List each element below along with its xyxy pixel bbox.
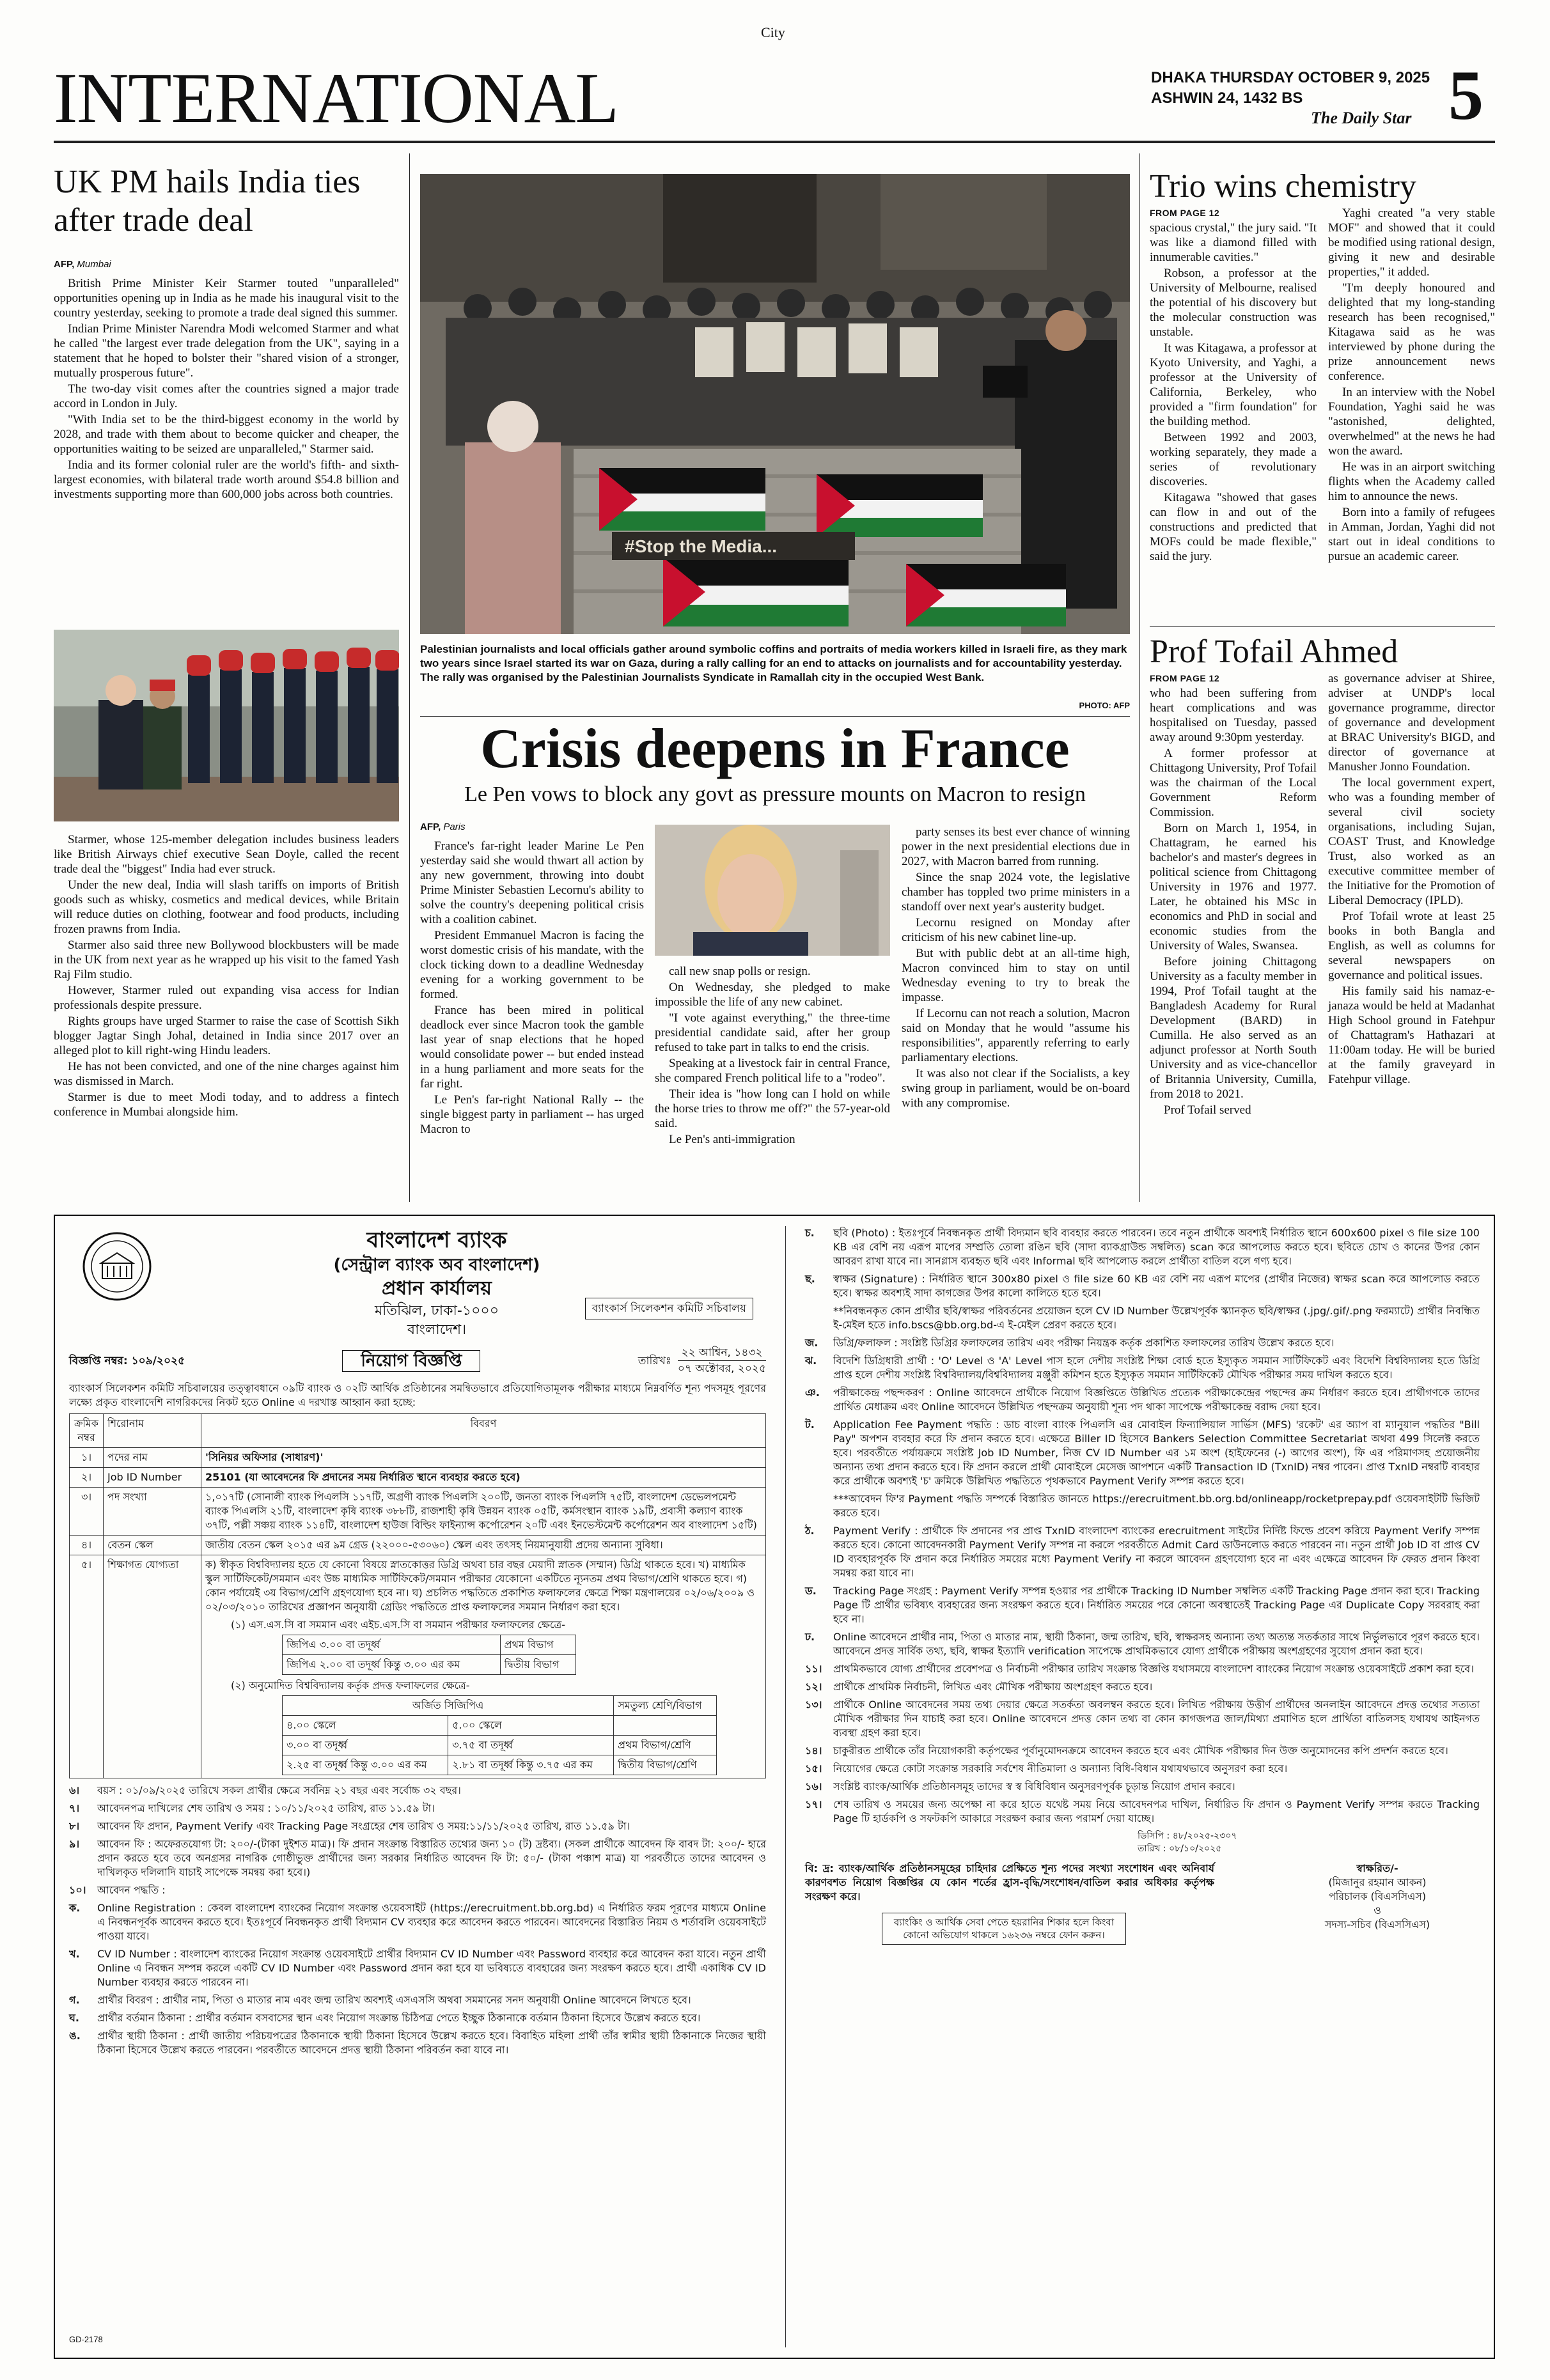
bank-country: বাংলাদেশ। bbox=[407, 1322, 467, 1338]
paragraph: His family said his namaz-e-janaza would be held at Madanhat High School ground in Fatehpur of Chattagram's Hathazari at 11:00am today. He will be buried at the family graveyard in Fatehpur village. bbox=[1328, 984, 1495, 1086]
france-byline: AFP, Paris bbox=[420, 821, 466, 832]
ad-code: ডিসিপি : ৪৮/২০২৫-২৩০৭ তারিখ : ০৮/১০/২০২৫ bbox=[1138, 1831, 1237, 1854]
flag-coffin bbox=[906, 564, 1066, 626]
paragraph: Speaking at a livestock fair in central France, she compared French political life to a "rodeo". bbox=[655, 1057, 890, 1085]
list-item: ঠ. Payment Verify : প্রার্থীকে ফি প্রদানের পর প্রাপ্ত TxnID বাংলাদেশ ব্যাংকের erecruitment সাইটের নির্দিষ্ট ফিল্ডে প্রবেশ করিয়ে Payment Verify সম্পন্ন করতে হবে। কোনো আবেদনকারী Payment Verify সম্পন্ন না করলে পরবর্তীতে Admit Card ডাউনলোড করতে পারবেন না। নতুন প্রার্থী Job ID বা প্রাপ্ত CV ID ব্যবহারপূর্বক ফি প্রদান করে নির্ধারিত সময়ের মধ্যে Payment Verify না করলে আবেদন গ্রহণযোগ্য হবে না এবং এক্ষেত্রে আবেদন ফি ফেরত প্রদান কিংবা সমন্বয় করা যাবে না। bbox=[805, 1525, 1480, 1579]
notice-date: তারিখঃ ২২ আশ্বিন, ১৪৩২ ০৭ অক্টোবর, ২০২৫ bbox=[638, 1346, 766, 1375]
from-page: FROM PAGE 12 bbox=[1150, 208, 1220, 218]
paragraph: "I'm deeply honoured and delighted that my long-standing research has been recognised," Kitagawa said as he was interviewed by phone during the prize announcement news conference. bbox=[1328, 281, 1495, 383]
list-item: ঝ. বিদেশি ডিগ্রিধারী প্রার্থী : 'O' Level ও 'A' Level পাস হলে দেশীয় সংশ্লিষ্ট শিক্ষা বোর্ড হতে ইস্যুকৃত সমমান সার্টিফিকেট এবং বিদেশি বিশ্ববিদ্যালয় হতে ডিগ্রি প্রাপ্ত হলে দেশীয় সংশ্লিষ্ট বিশ্ববিদ্যালয়/বিশ্ববিদ্যালয় মঞ্জুরী কমিশন হতে ইস্যুকৃত সমমান সার্টিফিকেট মৌখিক পরীক্ষার সময় দাখিল করতে হবে। bbox=[805, 1355, 1480, 1381]
list-item: ***আবেদন ফি'র Payment পদ্ধতি সম্পর্কে বিস্তারিত জানতে https://erecruitment.bb.org.bd/onlineapp/rocketprepay.pdf ওয়েবসাইটটি ভিজিট করতে হবে। bbox=[833, 1493, 1480, 1519]
tofail-col-2 bbox=[1328, 671, 1495, 1119]
paragraph: Kitagawa "showed that gases can flow in and out of the constructions and predicted that MOFs could be made flexible," said the jury. bbox=[1150, 491, 1317, 563]
main-photo-credit: PHOTO: AFP bbox=[1079, 701, 1130, 710]
france-col-2 bbox=[655, 964, 890, 1148]
list-item: ছ. স্বাক্ষর (Signature) : নির্ধারিত স্থানে 300x80 pixel ও file size 60 KB এর বেশি নয় এরূপ মাপের (প্রার্থীর নিজের) স্বাক্ষর scan করে আপলোড করতে হবে। স্বাক্ষর অবশ্যই সাদা কাগজের উপর কালো কালিতে হতে হবে। bbox=[805, 1273, 1480, 1299]
flag-coffin bbox=[599, 468, 765, 531]
paragraph: France's far-right leader Marine Le Pen yesterday said she would thwart all action by any new government, throwing into doubt Prime Minister Sebastien Lecornu's ability to solve the country's deepening political crisis with a coalition cabinet. bbox=[420, 839, 644, 926]
paragraph: Born on March 1, 1954, in Chattagram, he earned his bachelor's and master's degrees in political science from Chittagong University in 1976 and 1977. Later, he obtained his MSc in economics and PhD in social and economic studies from the University of Wales, Swansea. bbox=[1150, 821, 1317, 953]
uk-photo bbox=[54, 630, 399, 821]
bank-address: মতিঝিল, ঢাকা-১০০০ bbox=[374, 1303, 499, 1319]
paragraph: who had been suffering from heart complications and was hospitalised on Tuesday, passed away around 9:30pm yesterday. bbox=[1150, 687, 1317, 744]
paragraph: Le Pen's far-right National Rally -- the single biggest party in parliament -- has urged Macron to bbox=[420, 1093, 644, 1136]
list-item: ঢ. Online আবেদনে প্রার্থীর নাম, পিতা ও মাতার নাম, স্থায়ী ঠিকানা, জন্ম তারিখ, ছবি, স্বাক্ষরসহ অন্যান্য তথ্য অত্যন্ত সতর্কতার সাথে নির্ভুলভাবে পূরণ করতে হবে। আবেদনে প্রদত্ত সার্বিক তথ্য, ছবি, স্বাক্ষর ইত্যাদি verification সাপেক্ষে প্রাথমিকভাবে যোগ্য প্রার্থীকে পরীক্ষায় অংশগ্রহণের সুযোগ প্রদান করা হবে। bbox=[805, 1631, 1480, 1657]
paragraph: He has not been convicted, and one of the nine charges against him was dismissed in March. bbox=[54, 1060, 399, 1088]
paragraph: Lecornu resigned on Monday after criticism of his new cabinet line-up. bbox=[902, 916, 1130, 944]
notice-number: বিজ্ঞপ্তি নম্বর: ১০৯/২০২৫ bbox=[69, 1354, 185, 1367]
paragraph: "I vote against everything," the three-time presidential candidate said, after her group refused to take part in talks to end the crisis. bbox=[655, 1011, 890, 1054]
paragraph: Prof Tofail wrote at least 25 books in both Bangla and English, as well as columns for several newspapers on governance and political issues. bbox=[1328, 910, 1495, 982]
main-photo bbox=[420, 174, 1130, 634]
paragraph: Rights groups have urged Starmer to raise the case of Scottish Sikh blogger Jagtar Singh Johal, detained in India since 2017 over an alleged plot to kill right-wing Hindu leaders. bbox=[54, 1015, 399, 1057]
flag-coffin bbox=[663, 557, 849, 626]
list-item: ১৪। চাকুরীরত প্রার্থীকে তাঁর নিয়োগকারী কর্তৃপক্ষের পূর্বানুমোদনক্রমে আবেদন করতে হবে এবং মৌখিক পরীক্ষার দিন উক্ত অনুমোদনের কপি প্রদর্শন করতে হবে। bbox=[805, 1745, 1448, 1757]
paragraph: as governance adviser at Shiree, adviser at UNDP's local governance programme, director of governance and development at BRAC University's BIGD, and director of governance at Manusher Jonno Foundation. bbox=[1328, 672, 1495, 774]
list-item: ড. Tracking Page সংগ্রহ : Payment Verify সম্পন্ন হওয়ার পর প্রার্থীকে Tracking ID Number সম্বলিত একটি Tracking Page প্রদান করা হবে। Tracking Page টি প্রার্থীর ভবিষ্যৎ ব্যবহারের জন্য সংরক্ষণ করতে হবে। নির্ধারিত সময়ের পরে কোনো অবস্থাতেই Tracking Page এর Duplicate Copy সরবরাহ করা হবে না। bbox=[805, 1585, 1480, 1625]
paragraph: It was also not clear if the Socialists, a key swing group in parliament, would be on-board with any compromise. bbox=[902, 1067, 1130, 1110]
paragraph: France has been mired in political deadlock ever since Macron took the gamble last year of snap elections that he hoped would consolidate power -- but ended instead in a hung parliament and more seats for the far right. bbox=[420, 1004, 644, 1091]
bank-name: বাংলাদেশ ব্যাংক bbox=[366, 1227, 507, 1253]
paragraph: Since the snap 2024 vote, the legislative chamber has toppled two prime ministers in a standoff over next year's austerity budget. bbox=[902, 871, 1130, 914]
banner-text: #Stop the Media... bbox=[625, 536, 778, 556]
tofail-col-1 bbox=[1150, 671, 1317, 1119]
list-item: ৯। আবেদন ফি : অফেরতযোগ্য টা: ২০০/-(টাকা দুইশত মাত্র)। ফি প্রদান সংক্রান্ত বিস্তারিত তথ্যের জন্য ১০ (ট) দ্রষ্টব্য। (সকল প্রার্থীকে আবেদন ফি বাবদ টা: ২০০/- হারে প্রদান করতে হবে তবে অনগ্রসর নাগরিক গোষ্ঠীভুক্ত প্রার্থীদের জন্য সরকার নির্ধারিত আবেদন ফি টা: ৫০/- (টাকা পঞ্চাশ মাত্র) যা পরবর্তীতে তাদের আবেদন ও দাখিলকৃত দলিলাদি যাচাই সাপেক্ষে সমন্বয় করা হবে।) bbox=[69, 1838, 766, 1878]
list-item: ৭। আবেদনপত্র দাখিলের শেষ তারিখ ও সময় : ১০/১১/২০২৫ তারিখ, রাত ১১.৫৯ টা। bbox=[69, 1802, 435, 1814]
trio-col-1 bbox=[1150, 206, 1317, 565]
uk-body-bottom bbox=[54, 832, 399, 1121]
list-item: খ. CV ID Number : বাংলাদেশ ব্যাংকের নিয়োগ সংক্রান্ত ওয়েবসাইটে প্রার্থীর বিদ্যমান CV ID Number এবং Password ব্যবহার করে আবেদন করা যাবে। নতুন প্রার্থী Online এ নিবন্ধন সম্পন্ন করলে একটি CV ID Number এবং Password প্রদান করা হবে যা ভবিষ্যতে ব্যবহারের জন্য সংরক্ষণ করতে হবে। প্রার্থী একাধিক CV ID Number ব্যবহার করতে পারবেন না। bbox=[69, 1948, 766, 1988]
paragraph: Starmer also said three new Bollywood blockbusters will be made in the UK from next year as he wrapped up his visit to the famed Yash Raj Film studio. bbox=[54, 938, 399, 981]
paragraph: India and its former colonial ruler are the world's fifth- and sixth-largest economies, with bilateral trade worth around $54.8 billion and investments supporting more than 600,000 jobs across both countries. bbox=[54, 458, 399, 501]
uk-byline: AFP, Mumbai bbox=[54, 259, 111, 270]
paragraph: Under the new deal, India will slash tariffs on imports of British goods such as whisky, cosmetics and medical devices, while Britain will reduce duties on clothing, footwear and food products, including frozen prawns from India. bbox=[54, 878, 399, 936]
dateline: DHAKA THURSDAY OCTOBER 9, 2025 bbox=[1151, 69, 1430, 86]
france-col-3 bbox=[902, 825, 1130, 1112]
france-subhead: Le Pen vows to block any govt as pressure mounts on Macron to resign bbox=[464, 782, 1086, 806]
column-rule bbox=[1139, 153, 1140, 1202]
list-item: ১১। প্রাথমিকভাবে যোগ্য প্রার্থীদের প্রবেশপত্র ও নির্বাচনী পরীক্ষার তারিখ সংক্রান্ত বিজ্ঞপ্তি যথাসময়ে বাংলাদেশ ব্যাংকের নিয়োগ সংক্রান্ত ওয়েবসাইটে প্রকাশ করা হবে। bbox=[805, 1663, 1474, 1675]
le-pen-photo bbox=[655, 825, 890, 956]
list-item: ১৫। নিয়োগের ক্ষেত্রে কোটা সংক্রান্ত সরকারি সর্বশেষ নীতিমালা ও অন্যান্য বিধি-বিধান যথাযথভাবে অনুসরণ করা হবে। bbox=[805, 1762, 1288, 1775]
table-header: ক্রমিক নম্বর bbox=[70, 1414, 104, 1448]
from-page: FROM PAGE 12 bbox=[1150, 673, 1220, 683]
table-row: ৫। শিক্ষাগত যোগ্যতা ক) স্বীকৃত বিশ্ববিদ্যালয় হতে যে কোনো বিষয়ে স্নাতকোত্তর ডিগ্রি অথবা চার বছর মেয়াদী স্নাতক (সম্মান) ডিগ্রি থাকতে হবে। খ) মাধ্যমিক স্কুল সার্টিফিকেট/সমমান এবং উচ্চ মাধ্যমিক সার্টিফিকেট/সমমান পরীক্ষার যেকোনো একটিতে ন্যূনতম প্রথম বিভাগ/শ্রেণি থাকতে হবে। গ) কোন পর্যায়েই ৩য় বিভাগ/শ্রেণি গ্রহণযোগ্য হবে না। ঘ) প্রচলিত পদ্ধতিতে প্রকাশিত ফলাফলের ক্ষেত্রে শিক্ষা মন্ত্রণালয়ের ০২/০৬/২০০৯ ও ০২/০৩/২০১০ তারিখের প্রজ্ঞাপন অনুযায়ী গ্রেডিং পদ্ধতিতে প্রাপ্ত ফলাফলের সমমান নির্ধারণ করা হবে। (১) এস.এস.সি বা সমমান এবং এইচ.এস.সি বা সমমান পরীক্ষার ফলাফলের ক্ষেত্রে- জিপিএ ৩.০০ বা তদূর্ধ্ব প্রথম বিভাগ জিপিএ ২.০০ বা তদূর্ধ্ব কিন্তু ৩.০০ এর কম দ্বিতীয় বিভাগ (২) অনুমোদিত বিশ্ববিদ্যালয় কর্তৃক প্রদত্ত ফলাফলের ক্ষেত্রে- অর্জিত সিজিপিএ সমতুল্য শ্রেণি/বিভাগ ৪.০০ স্কেলে ৫.০০ স্কেলে ৩.০০ বা তদূর্ধ্ব ৩.৭৫ বা তদূর্ধ্ব প্রথম বিভাগ/শ্রেণি ২.২৫ বা তদূর্ধ্ব কিন্তু ৩.০০ এর কম ২.৮১ বা তদূর্ধ্ব কিন্তু ৩.৭৫ এর কম দ্বিতীয় বিভাগ/শ্রেণি bbox=[70, 1555, 766, 1778]
recruitment-ad bbox=[54, 1215, 1495, 2359]
uk-headline: UK PM hails India ties after trade deal bbox=[54, 164, 361, 238]
paragraph: "With India set to be the third-biggest economy in the world by 2028, and trade with them about to become quicker and cheaper, the opportunities waiting to be seized are unparalleled," Starmer said. bbox=[54, 413, 399, 456]
ad-intro: ব্যাংকার্স সিলেকশন কমিটি সচিবালয়ের তত্ত্বাবধানে ০৯টি ব্যাংক ও ০২টি আর্থিক প্রতিষ্ঠানের সমন্বিতভাবে প্রতিযোগিতামূলক পরীক্ষার মাধ্যমে নিম্নবর্ণিত শূন্য পদসমূহ পূরণের লক্ষ্যে প্রকৃত বাংলাদেশি নাগরিকদের নিকট হতে Online এ দরখাস্ত আহ্বান করা হচ্ছে: bbox=[69, 1382, 766, 1408]
paragraph: Le Pen's anti-immigration bbox=[669, 1133, 795, 1146]
list-item: ১৭। শেষ তারিখ ও সময়ের জন্য অপেক্ষা না করে হাতে যথেষ্ট সময় নিয়ে আবেদনপত্র দাখিল, নির্ধারিত ফি প্রদান ও Payment Verify সম্পন্ন করতে Tracking Page টি হার্ডকপি ও সফটকপি আকারে সংরক্ষণ করার জন্য পরামর্শ দেয়া যাচ্ছে। bbox=[805, 1798, 1480, 1824]
tofail-headline: Prof Tofail Ahmed bbox=[1150, 634, 1398, 670]
paragraph: It was Kitagawa, a professor at Kyoto University, and Yaghi, a professor at the University of California, Berkeley, who provided a "firm foundation" for the building method. bbox=[1150, 341, 1317, 428]
starmer-guard-photo bbox=[54, 630, 399, 821]
bangla-date: ASHWIN 24, 1432 BS bbox=[1151, 89, 1303, 107]
paragraph: party senses its best ever chance of winning power in the next presidential elections due in 2027, with Macron barred from running. bbox=[902, 825, 1130, 868]
bank-subtitle: (সেন্ট্রাল ব্যাংক অব বাংলাদেশ) bbox=[333, 1256, 540, 1275]
main-photo-caption: Palestinian journalists and local officials gather around symbolic coffins and portraits of media workers killed in Israeli fire, as they mark two years since Israel started its war on Gaza, during a rally calling for an end to attacks on journalists and for accountability yesterday. The rally was organised by the Palestinian Journalists Syndicate in Ramallah city in the occupied West Bank. bbox=[420, 643, 1127, 683]
paragraph: But with public debt at an all-time high, Macron convinced him to stay on until Wednesday evening to try to break the impasse. bbox=[902, 947, 1130, 1004]
section-title: INTERNATIONAL bbox=[54, 59, 618, 138]
paragraph: Starmer, whose 125-member delegation includes business leaders like British Airways chief executive Sean Doyle, called the recent trade deal the "biggest" India had ever struck. bbox=[54, 833, 399, 876]
table-row: ৪। বেতন স্কেল জাতীয় বেতন স্কেল ২০১৫ এর ৯ম গ্রেড (২২০০০-৫৩০৬০) স্কেল এবং তৎসহ নিয়মানুযায়ী প্রদেয় অন্যান্য সুবিধা। bbox=[70, 1536, 766, 1555]
list-item: জ. ডিগ্রি/ফলাফল : সংশ্লিষ্ট ডিগ্রির ফলাফলের তারিখ এবং পরীক্ষা নিয়ন্ত্রক কর্তৃক প্রকাশিত ফলাফলের তারিখ উল্লেখ করতে হবে। bbox=[805, 1337, 1335, 1349]
column-rule bbox=[409, 153, 410, 1202]
list-item: ঞ. পরীক্ষাকেন্দ্র পছন্দকরণ : Online আবেদনে প্রার্থীকে নিয়োগ বিজ্ঞপ্তিতে উল্লিখিত প্রত্যেক পরীক্ষাকেন্দ্রের পছন্দের ক্রম নির্ধারণ করতে হবে। প্রার্থীগণকে তাদের প্রার্থিত মেধাক্রম এবং Online আবেদনে উল্লিখিত পছন্দক্রম অনুযায়ী শূন্য পদ থাকা সাপেক্ষে পরীক্ষাকেন্দ্র বরাদ্দ দেয়া হবে। bbox=[805, 1387, 1480, 1413]
list-item: ১০। আবেদন পদ্ধতি : bbox=[69, 1884, 166, 1896]
gd-code: GD-2178 bbox=[69, 2335, 103, 2344]
france-headline: Crisis deepens in France bbox=[480, 718, 1070, 780]
paragraph: However, Starmer ruled out expanding visa access for Indian professionals despite pressure. bbox=[54, 984, 399, 1012]
masthead-rule bbox=[54, 141, 1495, 143]
paragraph: He was in an airport switching flights when the Academy called him to announce the news. bbox=[1328, 460, 1495, 503]
list-item: চ. ছবি (Photo) : ইতঃপূর্বে নিবন্ধনকৃত প্রার্থী বিদ্যমান ছবি ব্যবহার করতে পারবেন। তবে নতুন প্রার্থীকে অবশ্যই নির্ধারিত স্থানে 600x600 pixel ও file size 100 KB এর বেশি নয় এরূপ মাপের সম্প্রতি তোলা রঙিন ছবি (সাদা ব্যাকগ্রাউন্ড সম্বলিত) scan করে আপলোড করতে হবে। ছবিতে চোখ ও কানের উপর কোন আবরণ রাখা যাবে না। সানগ্লাস ব্যবহৃত ছবি এবং Informal ছবি আপলোড করলে প্রার্থীতা বাতিল বলে গণ্য হবে। bbox=[805, 1227, 1480, 1267]
paragraph: Their idea is "how long can I hold on while the horse tries to throw me off?" the 57-year-old said. bbox=[655, 1087, 890, 1130]
helpline-box: ব্যাংকিং ও আর্থিক সেবা পেতে হয়রানির শিকার হলে কিংবা কোনো অভিযোগ থাকলে ১৬২৩৬ নম্বরে ফোন করুন। bbox=[882, 1913, 1126, 1945]
page-number: 5 bbox=[1448, 56, 1483, 134]
list-item: ট. Application Fee Payment পদ্ধতি : ডাচ বাংলা ব্যাংক পিএলসি এর মোবাইল ফিন্যান্সিয়াল সার্ভিস (MFS) 'রকেট' এর অ্যাপ বা ম্যানুয়াল পদ্ধতির "Bill Pay" অপশন ব্যবহার করে ফি প্রদান করতে হবে। এক্ষেত্রে Biller ID হিসেবে Bankers Selection Committee Secretariat অথবা 499 সিলেক্ট করতে হবে। পরবর্তীতে পর্যায়ক্রমে সংশ্লিষ্ট Job ID Number, নিজ CV ID Number এর ১ম অংশ (হাইফেনের (-) আগের অংশ), ফি এর পরিমাণসহ প্রয়োজনীয় অন্যান্য তথ্য প্রদান করতে হবে। ফি প্রদান করলে প্রার্থী মোবাইলে মেসেজ আপশনে একটি Transaction ID (TxnID) নম্বর পাবেন। প্রাপ্ত TxnID নম্বরটি ব্যবহার করে প্রার্থীকে অবশ্যই 'চ' ক্রমিকে উল্লিখিত পদ্ধতিতে পৃথকভাবে Payment Verify সম্পন্ন করতে হবে। bbox=[805, 1419, 1480, 1487]
paragraph: spacious crystal," the jury said. "It was like a diamond filled with innumerable cavities." bbox=[1150, 221, 1317, 264]
list-item: ঘ. প্রার্থীর বর্তমান ঠিকানা : প্রার্থীর বর্তমান বসবাসের স্থান এবং নিয়োগ সংক্রান্ত চিঠিপত্র পেতে ইচ্ছুক ঠিকানাকে বর্তমান ঠিকানা হিসেবে উল্লেখ করতে হবে। bbox=[69, 2012, 701, 2024]
table-row: ১। পদের নাম 'সিনিয়র অফিসার (সাধারণ)' bbox=[70, 1448, 766, 1468]
france-col-1 bbox=[420, 821, 644, 1138]
office-name: প্রধান কার্যালয় bbox=[382, 1277, 492, 1300]
paragraph: A former professor at Chittagong University, Prof Tofail was the chairman of the Local Government Reform Commission. bbox=[1150, 747, 1317, 819]
vacancy-table bbox=[69, 1413, 766, 1778]
list-item: ১২। প্রার্থীকে প্রাথমিক নির্বাচনী, লিখিত এবং মৌখিক পরীক্ষায় অংশগ্রহণ করতে হবে। bbox=[805, 1681, 1153, 1693]
list-item: ৬। বয়স : ০১/০৯/২০২৫ তারিখে সকল প্রার্থীর ক্ষেত্রে সর্বনিম্ন ২১ বছর এবং সর্বোচ্চ ৩২ বছর। bbox=[69, 1784, 461, 1796]
paragraph: Between 1992 and 2003, working separately, they made a series of revolutionary discoveries. bbox=[1150, 431, 1317, 488]
table-row: ৩। পদ সংখ্যা ১,০১৭টি (সোনালী ব্যাংক পিএলসি ১১৭টি, অগ্রণী ব্যাংক পিএলসি ২০০টি, জনতা ব্যাংক পিএলসি ৭৫টি, বাংলাদেশ ডেভেলপমেন্ট ব্যাংক পিএলসি ২১টি, বাংলাদেশ কৃষি ব্যাংক ৩৮৮টি, রাজশাহী কৃষি উন্নয়ন ব্যাংক ০৫টি, কর্মসংস্থান ব্যাংক ১৯টি, প্রবাসী কল্যাণ ব্যাংক ৩৭টি, পল্লী সঞ্চয় ব্যাংক ১১৪টি, বাংলাদেশ হাউজ বিল্ডিং ফাইন্যান্স কর্পোরেশন ২০টি এবং ইনভেস্টমেন্ট কর্পোরেশন অব বাংলাদেশ ১৫টি) bbox=[70, 1488, 766, 1536]
paragraph: On Wednesday, she pledged to make impossible the life of any new cabinet. bbox=[655, 981, 890, 1009]
paper-name: The Daily Star bbox=[1311, 109, 1412, 127]
paragraph: In an interview with the Nobel Foundation, Yaghi said he was "astonished, delighted, overwhelmed" at the news he had won the award. bbox=[1328, 385, 1495, 458]
paragraph: The two-day visit comes after the countries signed a major trade accord in London in July. bbox=[54, 382, 399, 410]
list-item: ঙ. প্রার্থীর স্থায়ী ঠিকানা : প্রার্থী জাতীয় পরিচয়পত্রের ঠিকানাকে স্থায়ী ঠিকানা হিসেবে উল্লেখ করতে হবে। বিবাহিত মহিলা প্রার্থী তাঁর স্বামীর স্থায়ী ঠিকানাকে নিজের স্থায়ী ঠিকানা হিসেবে উল্লেখ করতে পারবেন। পরবর্তীতে আবেদনে প্রদত্ত স্থায়ী ঠিকানা পরিবর্তন করা যাবে না। bbox=[69, 2030, 766, 2056]
paragraph: call new snap polls or resign. bbox=[669, 965, 811, 978]
ad-left bbox=[69, 1226, 766, 2347]
ad-left-items bbox=[69, 1784, 766, 2057]
trio-col-2 bbox=[1328, 206, 1495, 565]
list-item: গ. প্রার্থীর বিবরণ : প্রার্থীর নাম, পিতা ও মাতার নাম এবং জন্ম তারিখ অবশ্যই এসএসসি অথবা সমমানের সনদ অনুযায়ী Online আবেদনে লিখতে হবে। bbox=[69, 1994, 691, 2006]
grade-table-1: জিপিএ ৩.০০ বা তদূর্ধ্ব প্রথম বিভাগ জিপিএ ২.০০ বা তদূর্ধ্ব কিন্তু ৩.০০ এর কম দ্বিতীয় বিভাগ bbox=[282, 1635, 576, 1675]
paragraph: Robson, a professor at the University of Melbourne, realised the potential of his discovery but the molecular construction was unstable. bbox=[1150, 267, 1317, 339]
list-item: **নিবন্ধনকৃত কোন প্রার্থীর ছবি/স্বাক্ষর পরিবর্তনের প্রয়োজন হলে CV ID Number উল্লেখপূর্বক স্ক্যানকৃত ছবি/স্বাক্ষর (.jpg/.gif/.png ফরম্যাটে) প্রার্থীর নিবন্ধিত ই-মেইল হতে info.bscs@bb.org.bd-এ ই-মেইল প্রেরণ করতে হবে। bbox=[833, 1305, 1480, 1331]
table-header: বিবরণ bbox=[201, 1414, 766, 1448]
le-pen-portrait bbox=[655, 825, 890, 956]
flag-coffin bbox=[817, 474, 983, 537]
trio-story bbox=[1150, 167, 1495, 565]
ramallah-rally-photo bbox=[420, 174, 1130, 634]
list-item: ক. Online Registration : কেবল বাংলাদেশ ব্যাংকের নিয়োগ সংক্রান্ত ওয়েবসাইট (https://erecruitment.bb.org.bd) এ নির্ধারিত ফরম পূরণের মাধ্যমে Online এ নিবন্ধনপূর্বক আবেদন করতে হবে। ইতঃপূর্বে নিবন্ধনকৃত প্রার্থী বিদ্যমান CV ব্যবহার করে আবেদন করতে পারবেন। আবেদনের বিস্তারিত নিয়ম ও শর্তাবলি ওয়েবসাইটে পাওয়া যাবে। bbox=[69, 1902, 766, 1942]
paragraph: If Lecornu can not reach a solution, Macron said on Monday that he would "assume his responsibilities", apparently referring to early parliamentary elections. bbox=[902, 1007, 1130, 1064]
uk-story bbox=[54, 163, 399, 503]
table-row: ২। Job ID Number 25101 (যা আবেদনের ফি প্রদানের সময় নির্ধারিত স্থানে ব্যবহার করতে হবে) bbox=[70, 1468, 766, 1488]
trio-headline: Trio wins chemistry bbox=[1150, 168, 1416, 205]
paragraph: Before joining Chittagong University as a faculty member in 1994, Prof Tofail taught at the Bangladesh Academy for Rural Development (BARD) in Cumilla. He also served as an adjunct professor at North South University and as vice-chancellor of Britannia University, Cumilla, from 2018 to 2021. bbox=[1150, 955, 1317, 1101]
disclaimer: বি: দ্র: ব্যাংক/আর্থিক প্রতিষ্ঠানসমূহের চাহিদার প্রেক্ষিতে শূন্য পদের সংখ্যা সংশোধন এবং অনিবার্য কারণবশত নিয়োগ বিজ্ঞপ্তির যে কোন শর্তের হ্রাস-বৃদ্ধি/সংশোধন/বাতিল করার অধিকার কর্তৃপক্ষ সংরক্ষণ করে। bbox=[805, 1862, 1214, 1902]
ad-divider bbox=[785, 1226, 786, 2347]
notice-title: নিয়োগ বিজ্ঞপ্তি bbox=[342, 1350, 480, 1372]
paragraph: Starmer is due to meet Modi today, and to address a fintech conference in Mumbai alongside him. bbox=[54, 1091, 399, 1119]
paragraph: The local government expert, who was a founding member of several civil society organisations, including Sujan, COAST Trust, and Knowledge Trust, also worked as an executive committee member of the Initiative for the Promotion of Liberal Democracy (IPLD). bbox=[1328, 776, 1495, 907]
list-item: ৮। আবেদন ফি প্রদান, Payment Verify এবং Tracking Page সংগ্রহের শেষ তারিখ ও সময়:১১/১১/২০২৫ তারিখ, রাত ১১.৫৯ টা। bbox=[69, 1820, 630, 1832]
story-rule bbox=[1150, 626, 1495, 627]
paragraph: Yaghi created "a very stable MOF" and showed that it could be modified using rational design, giving it new and desirable properties," it added. bbox=[1328, 206, 1495, 279]
secretariat: ব্যাংকার্স সিলেকশন কমিটি সচিবালয় bbox=[585, 1298, 753, 1319]
photo-rule bbox=[420, 716, 1130, 717]
tofail-story bbox=[1150, 633, 1495, 1119]
uk-body-top bbox=[54, 276, 399, 502]
edition-label: City bbox=[761, 24, 785, 40]
ad-right bbox=[805, 1226, 1480, 2347]
signature-block: স্বাক্ষরিত/- (মিজানুর রহমান আকন) পরিচালক (বিএসসিএস) ও সদস্য-সচিব (বিএসসিএস) bbox=[1324, 1862, 1430, 1931]
paragraph: President Emmanuel Macron is facing the worst domestic crisis of his mandate, with the clock ticking down to a deadline Wednesday evening for a working government to be formed. bbox=[420, 929, 644, 1001]
list-item: ১৩। প্রার্থীকে Online আবেদনের সময় তথ্য দেয়ার ক্ষেত্রে সতর্কতা অবলম্বন করতে হবে। লিখিত পরীক্ষায় উত্তীর্ণ প্রার্থীদের অনলাইন আবেদনে প্রদত্ত তথ্যের সত্যতা মৌখিক পরীক্ষার দিন যাচাই করা হবে। Online আবেদনে প্রদত্ত কোন তথ্য বা কোন কাগজপত্র জাল/মিথ্যা প্রমাণিত হলে প্রার্থিতা বাতিলসহ যথাযথ আইনগত ব্যবস্থা গ্রহণ করা হবে। bbox=[805, 1699, 1480, 1739]
table-header: শিরোনাম bbox=[104, 1414, 201, 1448]
bank-seal-icon bbox=[82, 1231, 152, 1302]
list-item: ১৬। সংশ্লিষ্ট ব্যাংক/আর্থিক প্রতিষ্ঠানসমূহ তাদের স্ব স্ব বিধিবিধান অনুসরণপূর্বক চূড়ান্ত নিয়োগ প্রদান করবে। bbox=[805, 1780, 1235, 1793]
paragraph: Indian Prime Minister Narendra Modi welcomed Starmer and what he called "the largest ever trade delegation from the UK", saying in a statement that he hoped to bolster their "shared vision of a stronger, mutually prosperous future". bbox=[54, 322, 399, 380]
grade-table-2: অর্জিত সিজিপিএ সমতুল্য শ্রেণি/বিভাগ ৪.০০ স্কেলে ৫.০০ স্কেলে ৩.০০ বা তদূর্ধ্ব ৩.৭৫ বা তদূর্ধ্ব প্রথম বিভাগ/শ্রেণি ২.২৫ বা তদূর্ধ্ব কিন্তু ৩.০০ এর কম ২.৮১ বা তদূর্ধ্ব কিন্তু ৩.৭৫ এর কম দ্বিতীয় বিভাগ/শ্রেণি bbox=[282, 1695, 717, 1775]
paragraph: Born into a family of refugees in Amman, Jordan, Yaghi did not start out in ideal conditions to pursue an academic career. bbox=[1328, 506, 1495, 563]
paragraph: British Prime Minister Keir Starmer touted "unparalleled" opportunities opening up in India as he made his inaugural visit to the country yesterday, seeking to promote a trade deal signed this summer. bbox=[54, 277, 399, 320]
paragraph: Prof Tofail served bbox=[1164, 1103, 1251, 1117]
